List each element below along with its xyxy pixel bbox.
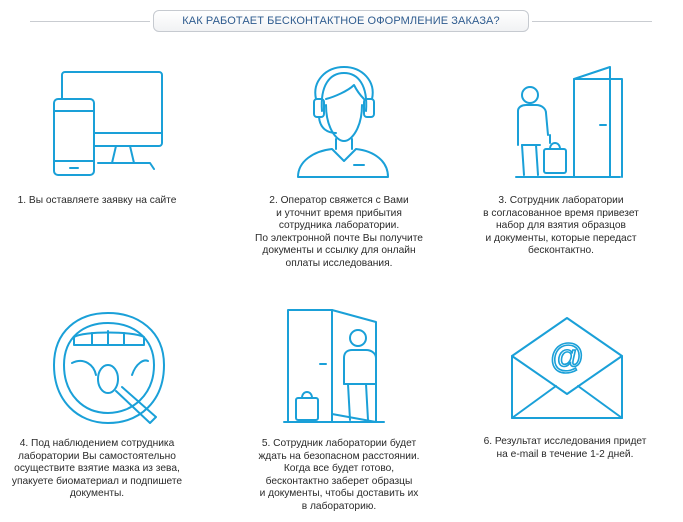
- section-header: [0, 8, 683, 34]
- step-6-text: 6. Результат исследования придет на e-mail в течение 1-2 дней.: [483, 436, 647, 460]
- step-6: [470, 300, 660, 480]
- computer-phone-icon: [50, 69, 170, 179]
- at-sign-icon: @: [549, 338, 585, 376]
- divider-right: [532, 21, 652, 22]
- step-1: [2, 55, 192, 235]
- step-3-text: 3. Сотрудник лаборатории в согласованное время привезет набор для взятия образцов и документы, которые передаст бесконтактно.: [483, 195, 639, 256]
- step-1-text: 1. Вы оставляете заявку на сайте: [17, 195, 177, 206]
- step-5-text: 5. Сотрудник лаборатории будет ждать на безопасном расстоянии. Когда все будет готово, бесконтактно заберет образцы и документы, чтобы доставить их в лабораторию.: [258, 438, 420, 512]
- section-title: КАК РАБОТАЕТ БЕСКОНТАКТНОЕ ОФОРМЛЕНИЕ ЗАКАЗА?: [153, 10, 529, 32]
- step-4: [2, 300, 192, 515]
- courier-wait-door-icon: [280, 302, 410, 427]
- operator-headset-icon: [292, 65, 392, 180]
- email-envelope-icon: [506, 312, 628, 422]
- step-5: [244, 300, 434, 520]
- step-2: [244, 55, 434, 295]
- step-3: [466, 55, 656, 265]
- step-4-text: 4. Под наблюдением сотрудника лаборатории Вы самостоятельно осуществите взятие мазка из зева, упакуете биоматериал и подпишете документы.: [11, 438, 183, 499]
- mouth-swab-icon: [44, 305, 174, 430]
- courier-door-icon: [510, 65, 630, 180]
- divider-left: [30, 21, 150, 22]
- step-2-text: 2. Оператор свяжется с Вами и уточнит время прибытия сотрудника лаборатории. По электронной почте Вы получите документы и ссылку для онлайн оплаты исследования.: [255, 195, 423, 269]
